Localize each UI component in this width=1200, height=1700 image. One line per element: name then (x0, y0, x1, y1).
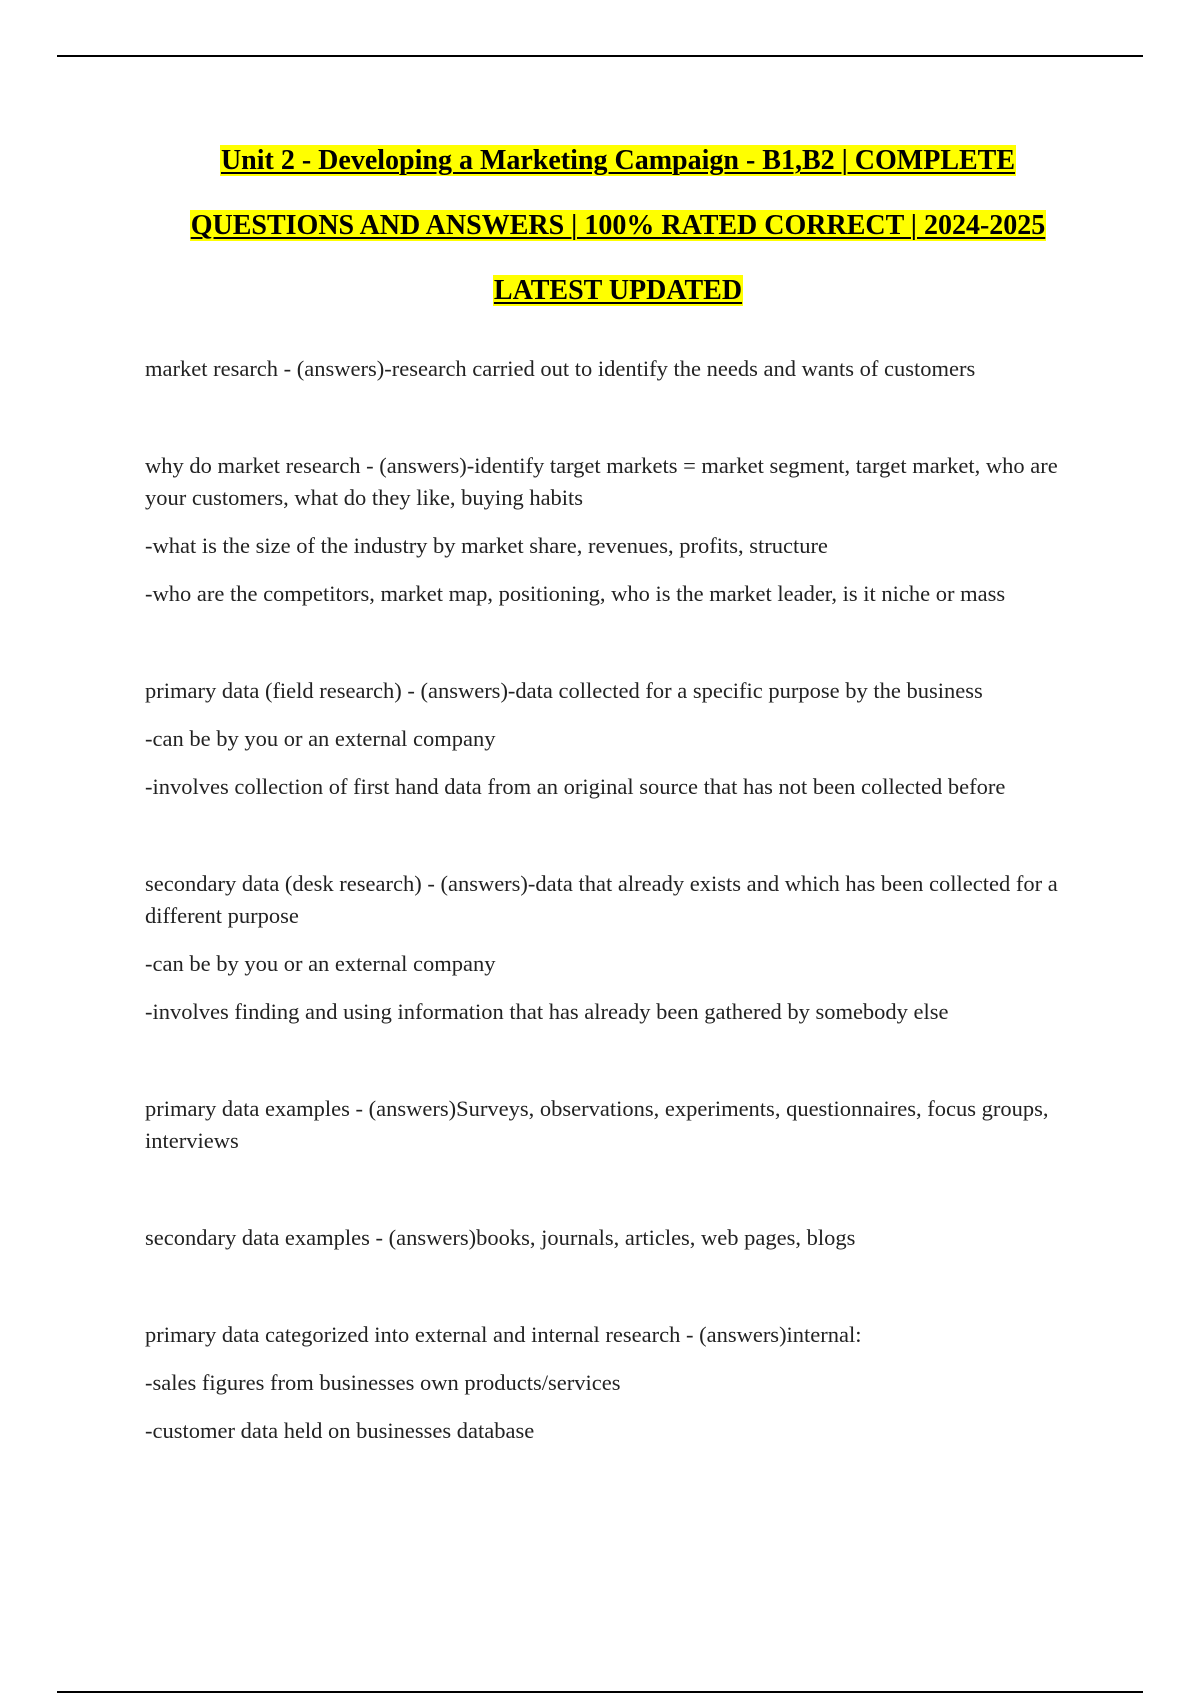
qa-paragraph: secondary data (desk research) - (answers)-data that already exists and which has been collected for a different purpose (145, 871, 1058, 928)
qa-paragraph: primary data (field research) - (answers)-data collected for a specific purpose by the business (145, 678, 983, 703)
qa-paragraph: -customer data held on businesses database (145, 1418, 535, 1443)
qa-paragraph: secondary data examples - (answers)books, journals, articles, web pages, blogs (145, 1225, 856, 1250)
qa-entry-secondary-examples (145, 1222, 1090, 1254)
qa-entry-primary-data (145, 675, 1090, 803)
title-text-2: QUESTIONS AND ANSWERS | 100% RATED CORRECT | 2024-2025 (190, 210, 1046, 241)
qa-entry-secondary-data (145, 868, 1090, 1028)
qa-paragraph: -what is the size of the industry by market share, revenues, profits, structure (145, 533, 828, 558)
title-line-1 (100, 143, 1136, 208)
footer-rule (57, 1691, 1143, 1693)
qa-entry-primary-examples (145, 1093, 1090, 1157)
qa-paragraph: -can be by you or an external company (145, 726, 496, 751)
qa-entry-why-market-research (145, 450, 1090, 610)
header-rule (57, 55, 1143, 57)
qa-paragraph: primary data examples - (answers)Surveys, observations, experiments, questionnaires, focus groups, interviews (145, 1096, 1049, 1153)
qa-paragraph: -involves collection of first hand data from an original source that has not been collected before (145, 774, 1006, 799)
qa-list (145, 353, 1090, 1447)
qa-paragraph: market resarch - (answers)-research carried out to identify the needs and wants of customers (145, 356, 976, 381)
qa-paragraph: -involves finding and using information that has already been gathered by somebody else (145, 999, 949, 1024)
title-line-2 (100, 208, 1136, 273)
title-line-3 (100, 273, 1136, 338)
qa-paragraph: -can be by you or an external company (145, 951, 496, 976)
title-text-1: Unit 2 - Developing a Marketing Campaign - B1,B2 | COMPLETE (220, 145, 1016, 176)
qa-paragraph: why do market research - (answers)-identify target markets = market segment, target market, who are your customers, what do they like, buying habits (145, 453, 1058, 510)
qa-paragraph: primary data categorized into external and internal research - (answers)internal: (145, 1322, 862, 1347)
document-title (100, 143, 1136, 338)
qa-entry-market-research (145, 353, 1090, 385)
qa-paragraph: -sales figures from businesses own products/services (145, 1370, 621, 1395)
qa-entry-primary-categorized (145, 1319, 1090, 1447)
qa-paragraph: -who are the competitors, market map, positioning, who is the market leader, is it niche or mass (145, 581, 1006, 606)
title-text-3: LATEST UPDATED (493, 275, 743, 306)
